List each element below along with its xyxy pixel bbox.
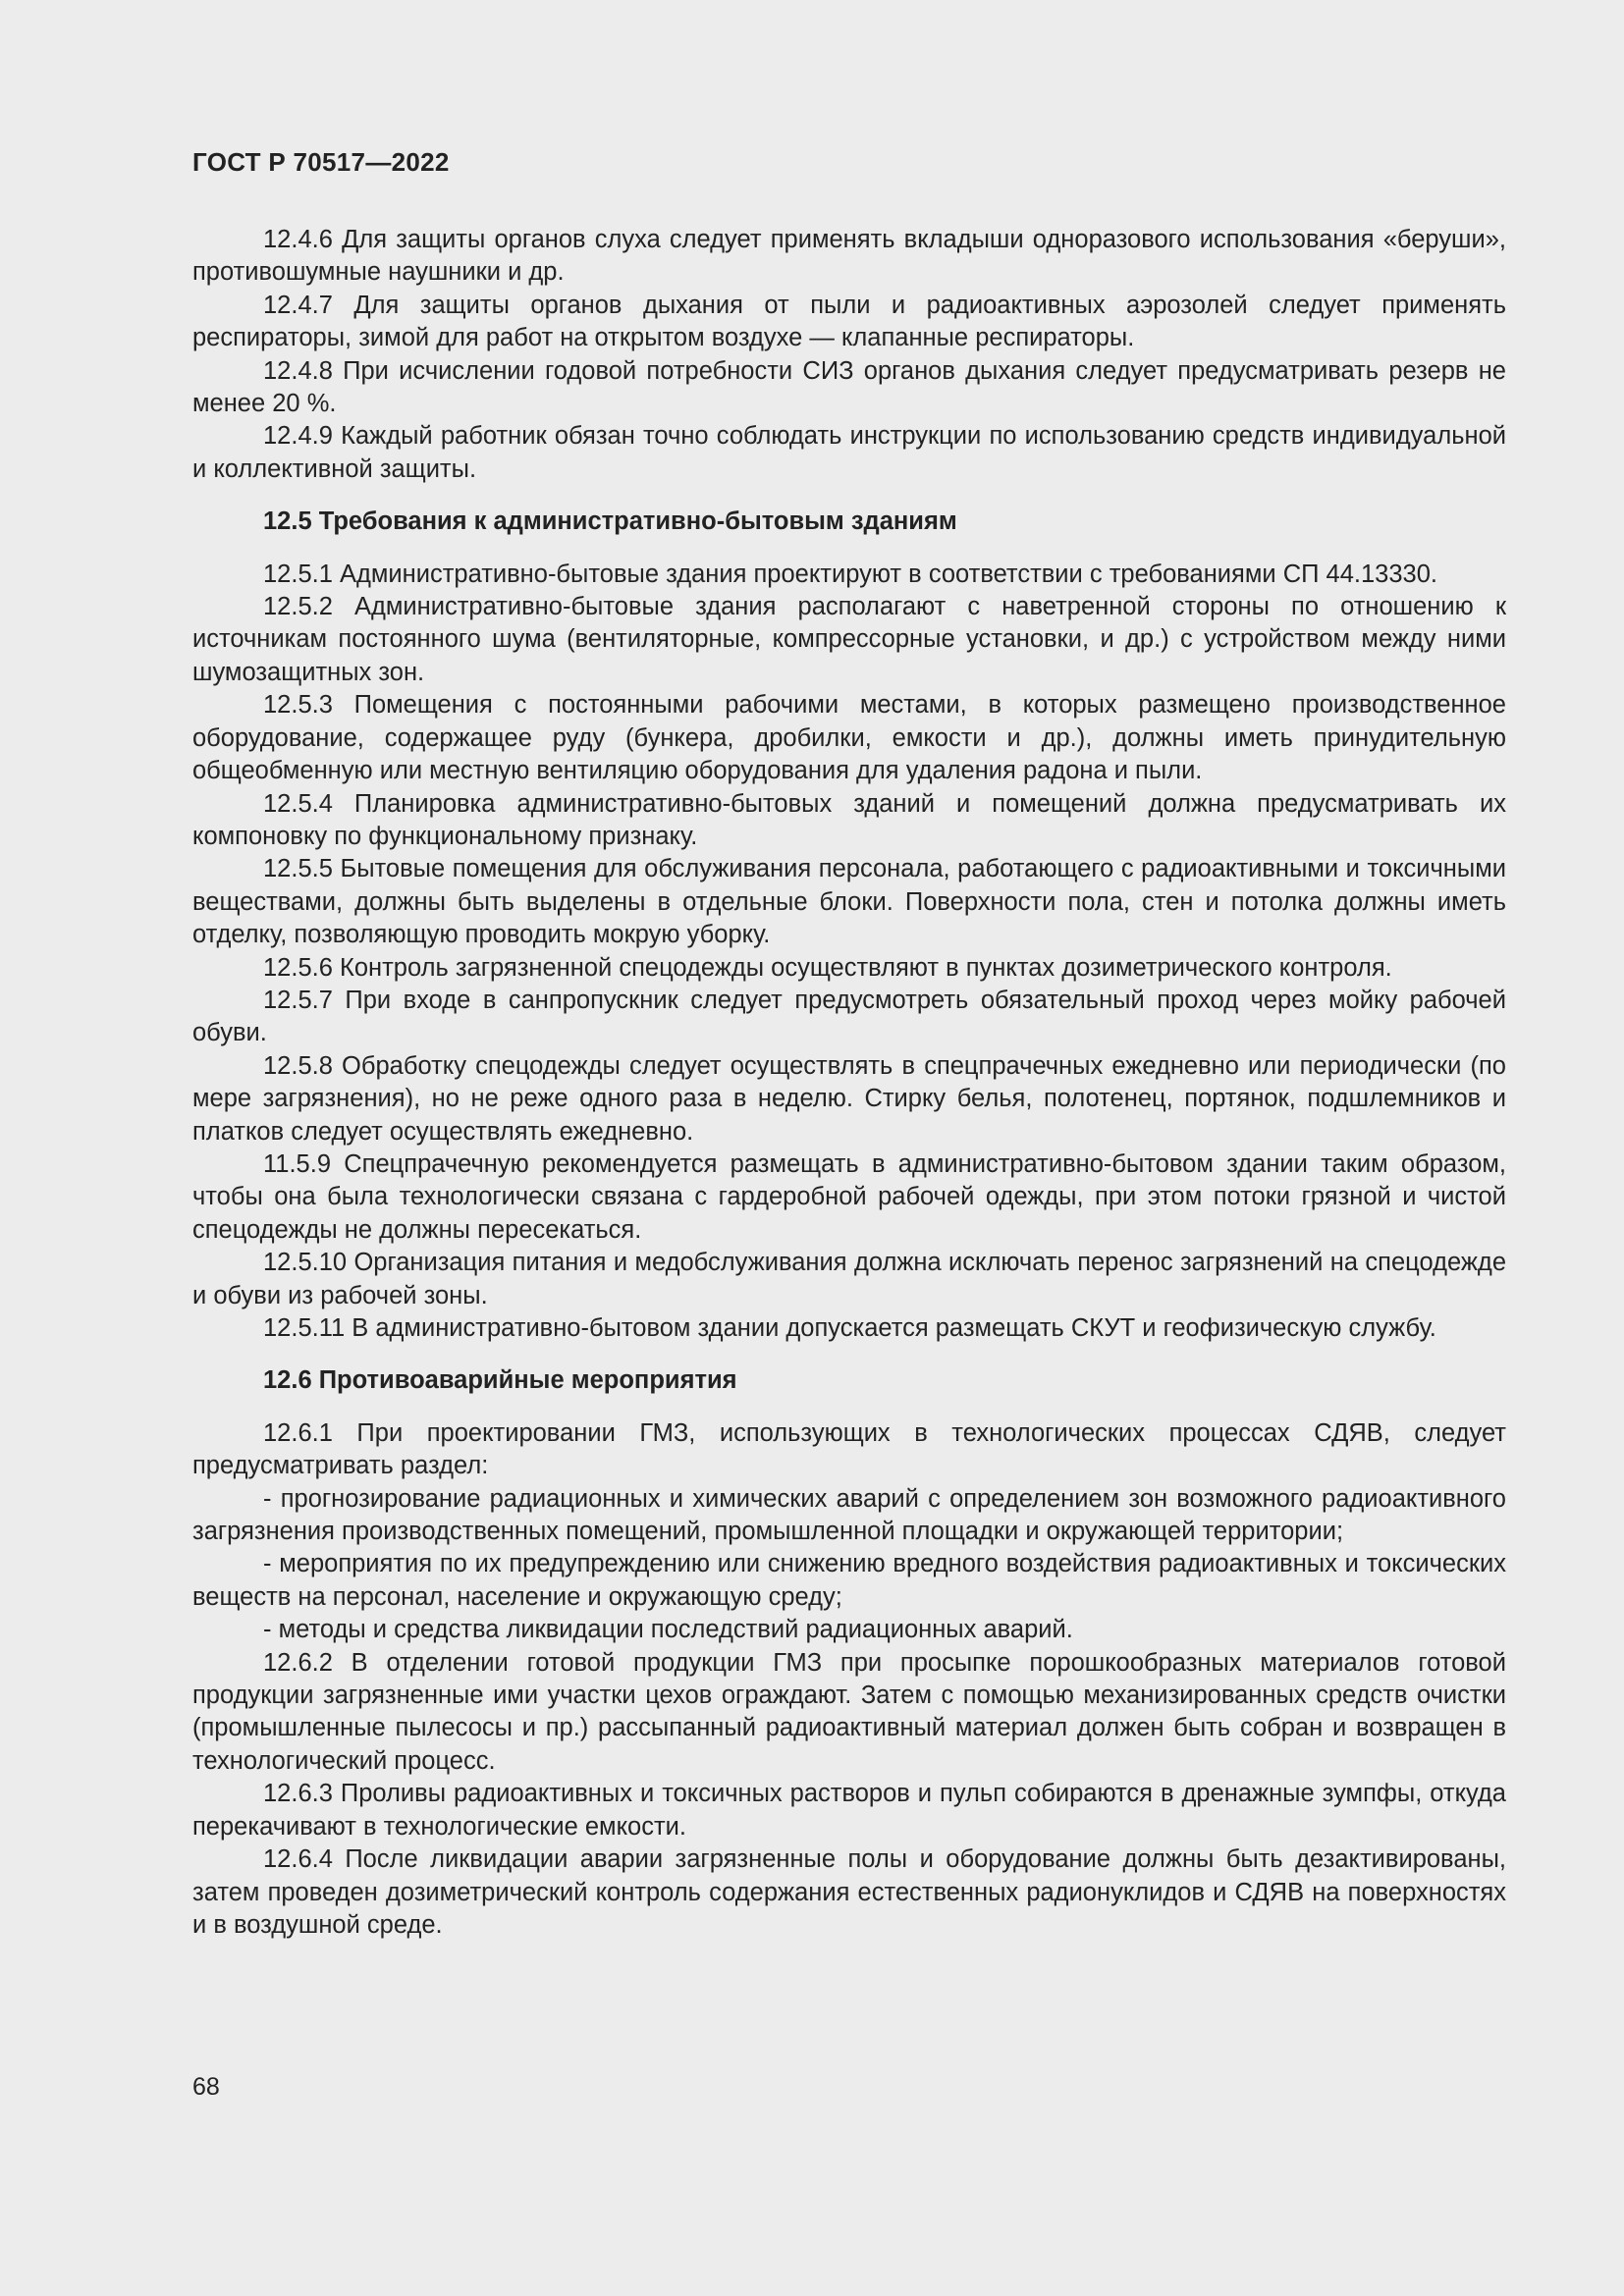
paragraph-12-5-2: 12.5.2 Административно-бытовые здания располагают с наветренной стороны по отношению к источникам постоянного шума (вентиляторные, компрессорные установки, и др.) с устройством между ними шумозащитных зон. xyxy=(192,593,1506,686)
paragraph-12-4-7: 12.4.7 Для защиты органов дыхания от пыли и радиоактивных аэрозолей следует применять респираторы, зимой для работ на открытом воздухе — клапанные респираторы. xyxy=(192,291,1506,352)
paragraph-12-5-3: 12.5.3 Помещения с постоянными рабочими местами, в которых размещено производственное оборудование, содержащее руду (бункера, дробилки, емкости и др.), должны иметь принудительную общеобменную или местную вентиляцию оборудования для удаления радона и пыли. xyxy=(192,691,1506,785)
paragraph-12-5-11: 12.5.11 В административно-бытовом здании допускается размещать СКУТ и геофизическую службу. xyxy=(263,1314,1436,1342)
paragraph-12-4-8: 12.4.8 При исчислении годовой потребности СИЗ органов дыхания следует предусматривать резерв не менее 20 %. xyxy=(192,356,1506,418)
paragraph-12-6-3: 12.6.3 Проливы радиоактивных и токсичных растворов и пульп собираются в дренажные зумпфы, откуда перекачивают в технологические емкости. xyxy=(192,1780,1506,1841)
document-header: ГОСТ Р 70517—2022 xyxy=(192,147,450,177)
paragraph-12-4-6: 12.4.6 Для защиты органов слуха следует применять вкладыши одноразового использования «беруши», противошумные наушники и др. xyxy=(192,226,1506,287)
list-item-prevention: - мероприятия по их предупреждению или снижению вредного воздействия радиоактивных и токсических веществ на персонал, население и окружающую среду; xyxy=(192,1550,1506,1611)
paragraph-12-6-4: 12.6.4 После ликвидации аварии загрязненные полы и оборудование должны быть дезактивированы, затем проведен дозиметрический контроль содержания естественных радионуклидов и СДЯВ на поверхностях и в воздушной среде. xyxy=(192,1845,1506,1939)
list-item-liquidation: - методы и средства ликвидации последствий радиационных аварий. xyxy=(263,1616,1073,1644)
paragraph-12-5-7: 12.5.7 При входе в санпропускник следует предусмотреть обязательный проход через мойку рабочей обуви. xyxy=(192,986,1506,1047)
paragraph-12-5-10: 12.5.10 Организация питания и медобслуживания должна исключать перенос загрязнений на спецодежде и обуви из рабочей зоны. xyxy=(192,1249,1506,1309)
paragraph-12-5-6: 12.5.6 Контроль загрязненной спецодежды осуществляют в пунктах дозиметрического контроля. xyxy=(263,953,1392,982)
page-number: 68 xyxy=(192,2073,220,2101)
paragraph-11-5-9: 11.5.9 Спецпрачечную рекомендуется размещать в административно-бытовом здании таким образом, чтобы она была технологически связана с гардеробной рабочей одежды, при этом потоки грязной и чистой спецодежды не должны пересекаться. xyxy=(192,1149,1506,1244)
paragraph-12-5-4: 12.5.4 Планировка административно-бытовых зданий и помещений должна предусматривать их компоновку по функциональному признаку. xyxy=(192,789,1506,850)
paragraph-12-6-2: 12.6.2 В отделении готовой продукции ГМЗ при просыпке порошкообразных материалов готовой продукции загрязненные ими участки цехов ограждают. Затем с помощью механизированных средств очистки (промышленные пылесосы и пр.) рассыпанный радиоактивный материал должен быть собран и возвращен в технологический процесс. xyxy=(192,1648,1506,1775)
paragraph-12-5-5: 12.5.5 Бытовые помещения для обслуживания персонала, работающего с радиоактивными и токсичными веществами, должны быть выделены в отдельные блоки. Поверхности пола, стен и потолка должны иметь отделку, позволяющую проводить мокрую уборку. xyxy=(192,855,1506,949)
list-item-forecasting: - прогнозирование радиационных и химических аварий с определением зон возможного радиоактивного загрязнения производственных помещений, промышленной площадки и окружающей территории; xyxy=(192,1484,1506,1546)
paragraph-12-4-9: 12.4.9 Каждый работник обязан точно соблюдать инструкции по использованию средств индивидуальной и коллективной защиты. xyxy=(192,422,1506,483)
paragraph-12-5-8: 12.5.8 Обработку спецодежды следует осуществлять в спецпрачечных ежедневно или периодически (по мере загрязнения), но не реже одного раза в неделю. Стирку белья, полотенец, портянок, подшлемников и платков следует осуществлять ежедневно. xyxy=(192,1051,1506,1146)
paragraph-12-6-1: 12.6.1 При проектировании ГМЗ, использующих в технологических процессах СДЯВ, следует предусматривать раздел: xyxy=(192,1418,1506,1480)
document-body xyxy=(192,224,1506,1942)
section-heading-12-6: 12.6 Противоаварийные мероприятия xyxy=(263,1366,737,1395)
paragraph-12-5-1: 12.5.1 Административно-бытовые здания проектируют в соответствии с требованиями СП 44.13330. xyxy=(263,560,1437,588)
section-heading-12-5: 12.5 Требования к административно-бытовым зданиям xyxy=(263,507,957,536)
